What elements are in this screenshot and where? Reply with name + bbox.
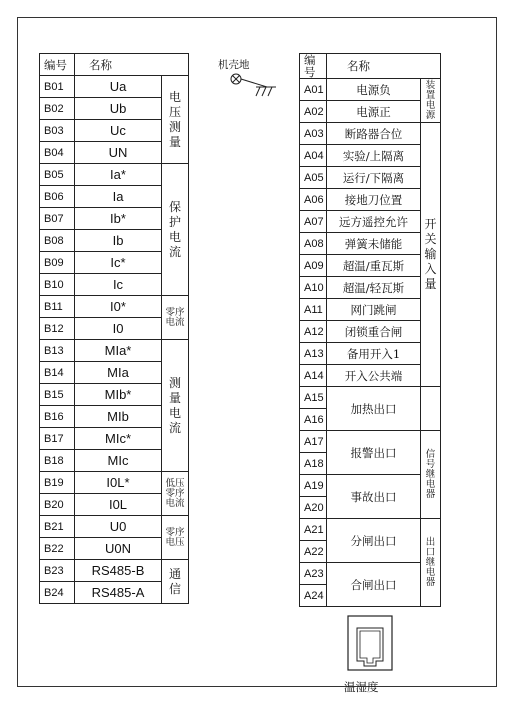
terminal-row <box>300 255 441 277</box>
terminal-row <box>40 472 189 494</box>
terminal-row <box>300 123 441 145</box>
terminal-name: 报警出口 <box>327 431 421 475</box>
terminal-row <box>40 516 189 538</box>
terminal-name: 事故出口 <box>327 475 421 519</box>
chassis-ground-icon <box>218 56 288 106</box>
terminal-code: B11 <box>40 296 75 318</box>
terminal-code: B03 <box>40 120 75 142</box>
terminal-name: 运行/下隔离 <box>327 167 421 189</box>
terminal-name: 合闸出口 <box>327 563 421 607</box>
terminal-code: A13 <box>300 343 327 365</box>
terminal-group-label <box>421 387 441 431</box>
terminal-name: Ib* <box>75 208 162 230</box>
terminal-name: Ua <box>75 76 162 98</box>
terminal-name: 弹簧未储能 <box>327 233 421 255</box>
terminal-code: A24 <box>300 585 327 607</box>
terminal-row <box>40 76 189 98</box>
terminal-code: A11 <box>300 299 327 321</box>
terminal-row <box>300 79 441 101</box>
terminal-code: B16 <box>40 406 75 428</box>
terminal-code: A15 <box>300 387 327 409</box>
terminal-row <box>300 365 441 387</box>
terminal-name: 电源负 <box>327 79 421 101</box>
terminal-name: MIa* <box>75 340 162 362</box>
terminal-name: MIb* <box>75 384 162 406</box>
terminal-row <box>300 299 441 321</box>
terminal-code: B13 <box>40 340 75 362</box>
terminal-name: U0N <box>75 538 162 560</box>
terminal-name: RS485-B <box>75 560 162 582</box>
terminal-name: Ia <box>75 186 162 208</box>
right-terminal-table <box>299 53 441 607</box>
terminal-code: A07 <box>300 211 327 233</box>
terminal-group-label: 通信 <box>162 560 189 604</box>
terminal-name: Ic <box>75 274 162 296</box>
terminal-name: 闭锁重合闸 <box>327 321 421 343</box>
terminal-row <box>40 164 189 186</box>
terminal-name: I0* <box>75 296 162 318</box>
terminal-name: 分闸出口 <box>327 519 421 563</box>
terminal-row <box>300 321 441 343</box>
terminal-code: B22 <box>40 538 75 560</box>
terminal-name: Ub <box>75 98 162 120</box>
header-code: 编号 <box>40 54 75 76</box>
terminal-name: Uc <box>75 120 162 142</box>
terminal-code: B02 <box>40 98 75 120</box>
terminal-code: A05 <box>300 167 327 189</box>
terminal-group-label: 测量电流 <box>162 340 189 472</box>
terminal-code: B09 <box>40 252 75 274</box>
terminal-group-label: 零序电流 <box>162 296 189 340</box>
terminal-row <box>40 340 189 362</box>
terminal-name: 远方遥控允许 <box>327 211 421 233</box>
terminal-name: Ic* <box>75 252 162 274</box>
header-name: 名称 <box>327 54 441 79</box>
terminal-row <box>300 387 441 409</box>
terminal-code: A19 <box>300 475 327 497</box>
chassis-ground-label: 机壳地 <box>218 59 250 71</box>
terminal-row <box>300 563 441 585</box>
terminal-code: B24 <box>40 582 75 604</box>
terminal-code: A12 <box>300 321 327 343</box>
terminal-row <box>300 431 441 453</box>
terminal-code: A16 <box>300 409 327 431</box>
terminal-name: MIb <box>75 406 162 428</box>
terminal-group-label: 装置电源 <box>421 79 441 123</box>
terminal-code: A23 <box>300 563 327 585</box>
terminal-code: B06 <box>40 186 75 208</box>
terminal-code: A04 <box>300 145 327 167</box>
terminal-row <box>300 211 441 233</box>
terminal-code: B01 <box>40 76 75 98</box>
terminal-code: B17 <box>40 428 75 450</box>
terminal-name: U0 <box>75 516 162 538</box>
terminal-code: A20 <box>300 497 327 519</box>
terminal-row <box>300 519 441 541</box>
terminal-name: RS485-A <box>75 582 162 604</box>
terminal-code: A06 <box>300 189 327 211</box>
terminal-name: I0L <box>75 494 162 516</box>
terminal-name: 网门跳闸 <box>327 299 421 321</box>
terminal-group-label: 低压零序电流 <box>162 472 189 516</box>
terminal-name: 开入公共端 <box>327 365 421 387</box>
terminal-code: B08 <box>40 230 75 252</box>
terminal-group-label: 信号继电器 <box>421 431 441 519</box>
terminal-name: 加热出口 <box>327 387 421 431</box>
terminal-code: B23 <box>40 560 75 582</box>
terminal-group-label: 保护电流 <box>162 164 189 296</box>
terminal-code: A03 <box>300 123 327 145</box>
terminal-name: I0L* <box>75 472 162 494</box>
terminal-name: I0 <box>75 318 162 340</box>
terminal-code: B18 <box>40 450 75 472</box>
terminal-code: B07 <box>40 208 75 230</box>
terminal-row <box>40 560 189 582</box>
terminal-code: A14 <box>300 365 327 387</box>
terminal-code: A22 <box>300 541 327 563</box>
header-name: 名称 <box>75 54 189 76</box>
terminal-name: UN <box>75 142 162 164</box>
terminal-row <box>300 277 441 299</box>
terminal-code: A10 <box>300 277 327 299</box>
terminal-code: B19 <box>40 472 75 494</box>
table-header-row <box>300 54 441 79</box>
terminal-code: B15 <box>40 384 75 406</box>
terminal-name: 超温/重瓦斯 <box>327 255 421 277</box>
terminal-code: B12 <box>40 318 75 340</box>
terminal-code: B10 <box>40 274 75 296</box>
terminal-row <box>300 343 441 365</box>
terminal-code: B04 <box>40 142 75 164</box>
rj45-sensor-port-icon <box>347 615 393 671</box>
terminal-row <box>300 233 441 255</box>
terminal-code: B20 <box>40 494 75 516</box>
left-terminal-table <box>39 53 189 604</box>
terminal-name: Ia* <box>75 164 162 186</box>
table-header-row <box>40 54 189 76</box>
terminal-group-label: 出口继电器 <box>421 519 441 607</box>
terminal-code: B14 <box>40 362 75 384</box>
terminal-code: A08 <box>300 233 327 255</box>
terminal-name: MIc <box>75 450 162 472</box>
sensor-label: 温湿度 <box>344 680 379 694</box>
header-code: 编号 <box>300 54 327 79</box>
terminal-row <box>300 101 441 123</box>
terminal-name: MIa <box>75 362 162 384</box>
terminal-code: B05 <box>40 164 75 186</box>
terminal-row <box>40 296 189 318</box>
terminal-code: B21 <box>40 516 75 538</box>
terminal-name: 超温/轻瓦斯 <box>327 277 421 299</box>
terminal-group-label: 开关输入量 <box>421 123 441 387</box>
terminal-code: A17 <box>300 431 327 453</box>
terminal-code: A02 <box>300 101 327 123</box>
terminal-code: A18 <box>300 453 327 475</box>
terminal-name: 接地刀位置 <box>327 189 421 211</box>
terminal-code: A09 <box>300 255 327 277</box>
terminal-name: 断路器合位 <box>327 123 421 145</box>
terminal-row <box>300 145 441 167</box>
terminal-name: 电源正 <box>327 101 421 123</box>
terminal-row <box>300 189 441 211</box>
terminal-row <box>300 167 441 189</box>
terminal-code: A21 <box>300 519 327 541</box>
terminal-name: 实验/上隔离 <box>327 145 421 167</box>
terminal-group-label: 零序电压 <box>162 516 189 560</box>
terminal-name: Ib <box>75 230 162 252</box>
terminal-name: 备用开入1 <box>327 343 421 365</box>
terminal-group-label: 电压测量 <box>162 76 189 164</box>
terminal-row <box>300 475 441 497</box>
terminal-name: MIc* <box>75 428 162 450</box>
terminal-code: A01 <box>300 79 327 101</box>
